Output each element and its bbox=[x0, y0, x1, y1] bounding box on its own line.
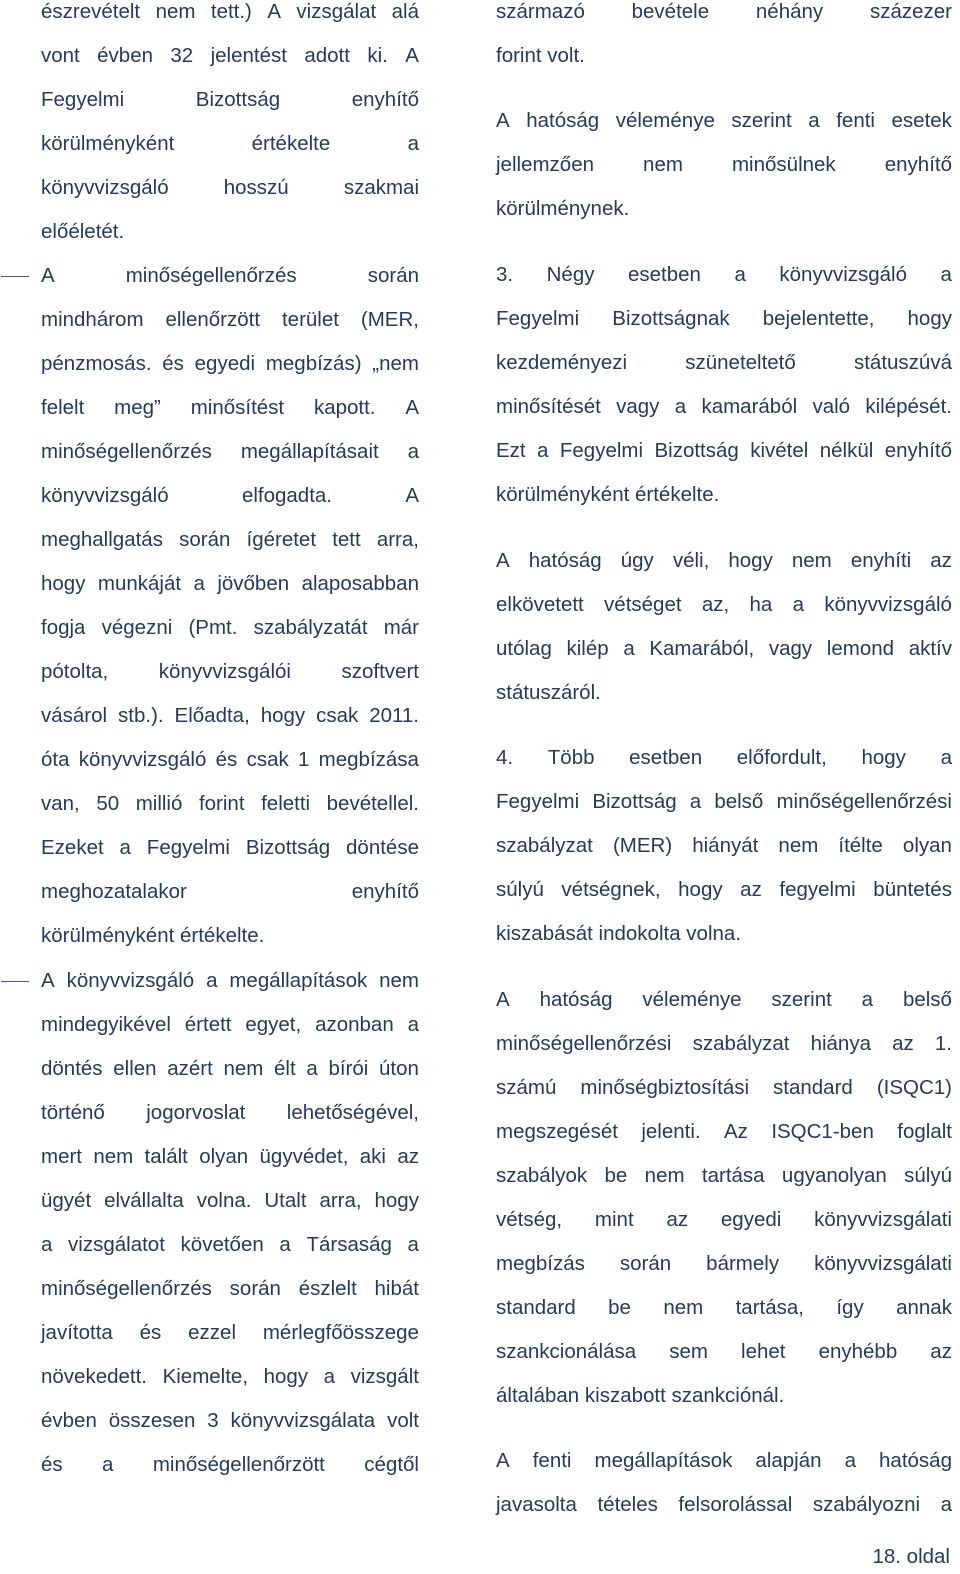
text-line: kezdeményezi szüneteltető státuszúvá bbox=[496, 351, 952, 374]
text-line: Fegyelmi Bizottság enyhítő bbox=[41, 88, 419, 111]
text-line: észrevételt nem tett.) A vizsgálat alá bbox=[41, 0, 419, 23]
text-line: kiszabását indokolta volna. bbox=[496, 922, 742, 945]
text-line: minőségellenőrzés megállapításait a bbox=[41, 440, 419, 463]
text-line: felelt meg” minősítést kapott. A bbox=[41, 396, 419, 419]
text-line: pótolta, könyvvizsgálói szoftvert bbox=[41, 660, 419, 683]
text-line: évben összesen 3 könyvvizsgálata volt bbox=[41, 1409, 419, 1432]
text-line: van, 50 millió forint feletti bevétellel. bbox=[41, 792, 419, 815]
text-line: jellemzően nem minősülnek enyhítő bbox=[496, 153, 952, 176]
text-line: A minőségellenőrzés során bbox=[41, 254, 419, 298]
list-dash-icon bbox=[1, 981, 29, 982]
text-line: forint volt. bbox=[496, 44, 585, 67]
text-line: utólag kilép a Kamarából, vagy lemond aktív bbox=[496, 637, 952, 660]
text-line: minőségellenőrzési szabályzat hiánya az 1. bbox=[496, 1032, 952, 1055]
list-dash-icon bbox=[1, 276, 29, 277]
text-line: státuszáról. bbox=[496, 681, 601, 704]
text-line: a vizsgálatot követően a Társaság a bbox=[41, 1233, 419, 1256]
text-line: könyvvizsgáló hosszú szakmai bbox=[41, 176, 419, 199]
text-line: óta könyvvizsgáló és csak 1 megbízása bbox=[41, 748, 419, 771]
text-line: A könyvvizsgáló a megállapítások nem bbox=[41, 959, 419, 1003]
text-line: körülményként értékelte. bbox=[41, 924, 265, 947]
text-line: A hatóság véleménye szerint a belső bbox=[496, 988, 952, 1011]
text-line: A hatóság úgy véli, hogy nem enyhíti az bbox=[496, 549, 952, 572]
text-line: meghallgatás során ígéretet tett arra, bbox=[41, 528, 419, 551]
text-line: vétség, mint az egyedi könyvvizsgálati bbox=[496, 1208, 952, 1231]
text-line: Fegyelmi Bizottságnak bejelentette, hogy bbox=[496, 307, 952, 330]
text-line: mert nem talált olyan ügyvédet, aki az bbox=[41, 1145, 419, 1168]
text-line: szankcionálása sem lehet enyhébb az bbox=[496, 1340, 952, 1363]
text-line: történő jogorvoslat lehetőségével, bbox=[41, 1101, 419, 1124]
text-line: hogy munkáját a jövőben alaposabban bbox=[41, 572, 419, 595]
text-line: megszegését jelenti. Az ISQC1-ben foglalt bbox=[496, 1120, 952, 1143]
text-line: pénzmosás. és egyedi megbízás) „nem bbox=[41, 352, 419, 375]
text-line: A fenti megállapítások alapján a hatóság bbox=[496, 1449, 952, 1472]
text-line: Fegyelmi Bizottság a belső minőségellenőrzési bbox=[496, 790, 952, 813]
text-line: javította és ezzel mérlegfőösszege bbox=[41, 1321, 419, 1344]
text-line: 3. Négy esetben a könyvvizsgáló a bbox=[496, 263, 952, 286]
text-line: vásárol stb.). Előadta, hogy csak 2011. bbox=[41, 704, 419, 727]
text-line: számú minőségbiztosítási standard (ISQC1) bbox=[496, 1076, 952, 1099]
text-line: 4. Több esetben előfordult, hogy a bbox=[496, 746, 952, 769]
text-line: és a minőségellenőrzött cégtől bbox=[41, 1453, 419, 1476]
text-line: vont évben 32 jelentést adott ki. A bbox=[41, 44, 419, 67]
text-line: elkövetett vétséget az, ha a könyvvizsgáló bbox=[496, 593, 952, 616]
text-line: meghozatalakor enyhítő bbox=[41, 880, 419, 903]
text-line: minősítését vagy a kamarából való kilépését. bbox=[496, 395, 952, 418]
text-line: előéletét. bbox=[41, 220, 125, 243]
page-number: 18. oldal bbox=[872, 1545, 950, 1568]
text-line: szabályok be nem tartása ugyanolyan súlyú bbox=[496, 1164, 952, 1187]
text-line: javasolta tételes felsorolással szabályozni a bbox=[496, 1493, 952, 1516]
text-line: fogja végezni (Pmt. szabályzatát már bbox=[41, 616, 419, 639]
text-line: könyvvizsgáló elfogadta. A bbox=[41, 484, 419, 507]
text-line: mindhárom ellenőrzött terület (MER, bbox=[41, 308, 419, 331]
text-line: ügyét elvállalta volna. Utalt arra, hogy bbox=[41, 1189, 419, 1212]
text-line: növekedett. Kiemelte, hogy a vizsgált bbox=[41, 1365, 419, 1388]
text-line: súlyú vétségnek, hogy az fegyelmi büntetés bbox=[496, 878, 952, 901]
text-line: származó bevétele néhány százezer bbox=[496, 0, 952, 23]
text-line: körülményként értékelte a bbox=[41, 132, 419, 155]
text-line: Ezeket a Fegyelmi Bizottság döntése bbox=[41, 836, 419, 859]
text-line: általában kiszabott szankciónál. bbox=[496, 1384, 785, 1407]
text-line: körülményként értékelte. bbox=[496, 483, 720, 506]
text-line: Ezt a Fegyelmi Bizottság kivétel nélkül enyhítő bbox=[496, 439, 952, 462]
text-line: döntés ellen azért nem élt a bírói úton bbox=[41, 1057, 419, 1080]
text-line: szabályzat (MER) hiányát nem ítélte olyan bbox=[496, 834, 952, 857]
text-line: mindegyikével értett egyet, azonban a bbox=[41, 1013, 419, 1036]
text-line: megbízás során bármely könyvvizsgálati bbox=[496, 1252, 952, 1275]
text-line: standard be nem tartása, így annak bbox=[496, 1296, 952, 1319]
text-line: körülménynek. bbox=[496, 197, 630, 220]
text-line: minőségellenőrzés során észlelt hibát bbox=[41, 1277, 419, 1300]
text-line: A hatóság véleménye szerint a fenti esetek bbox=[496, 109, 952, 132]
